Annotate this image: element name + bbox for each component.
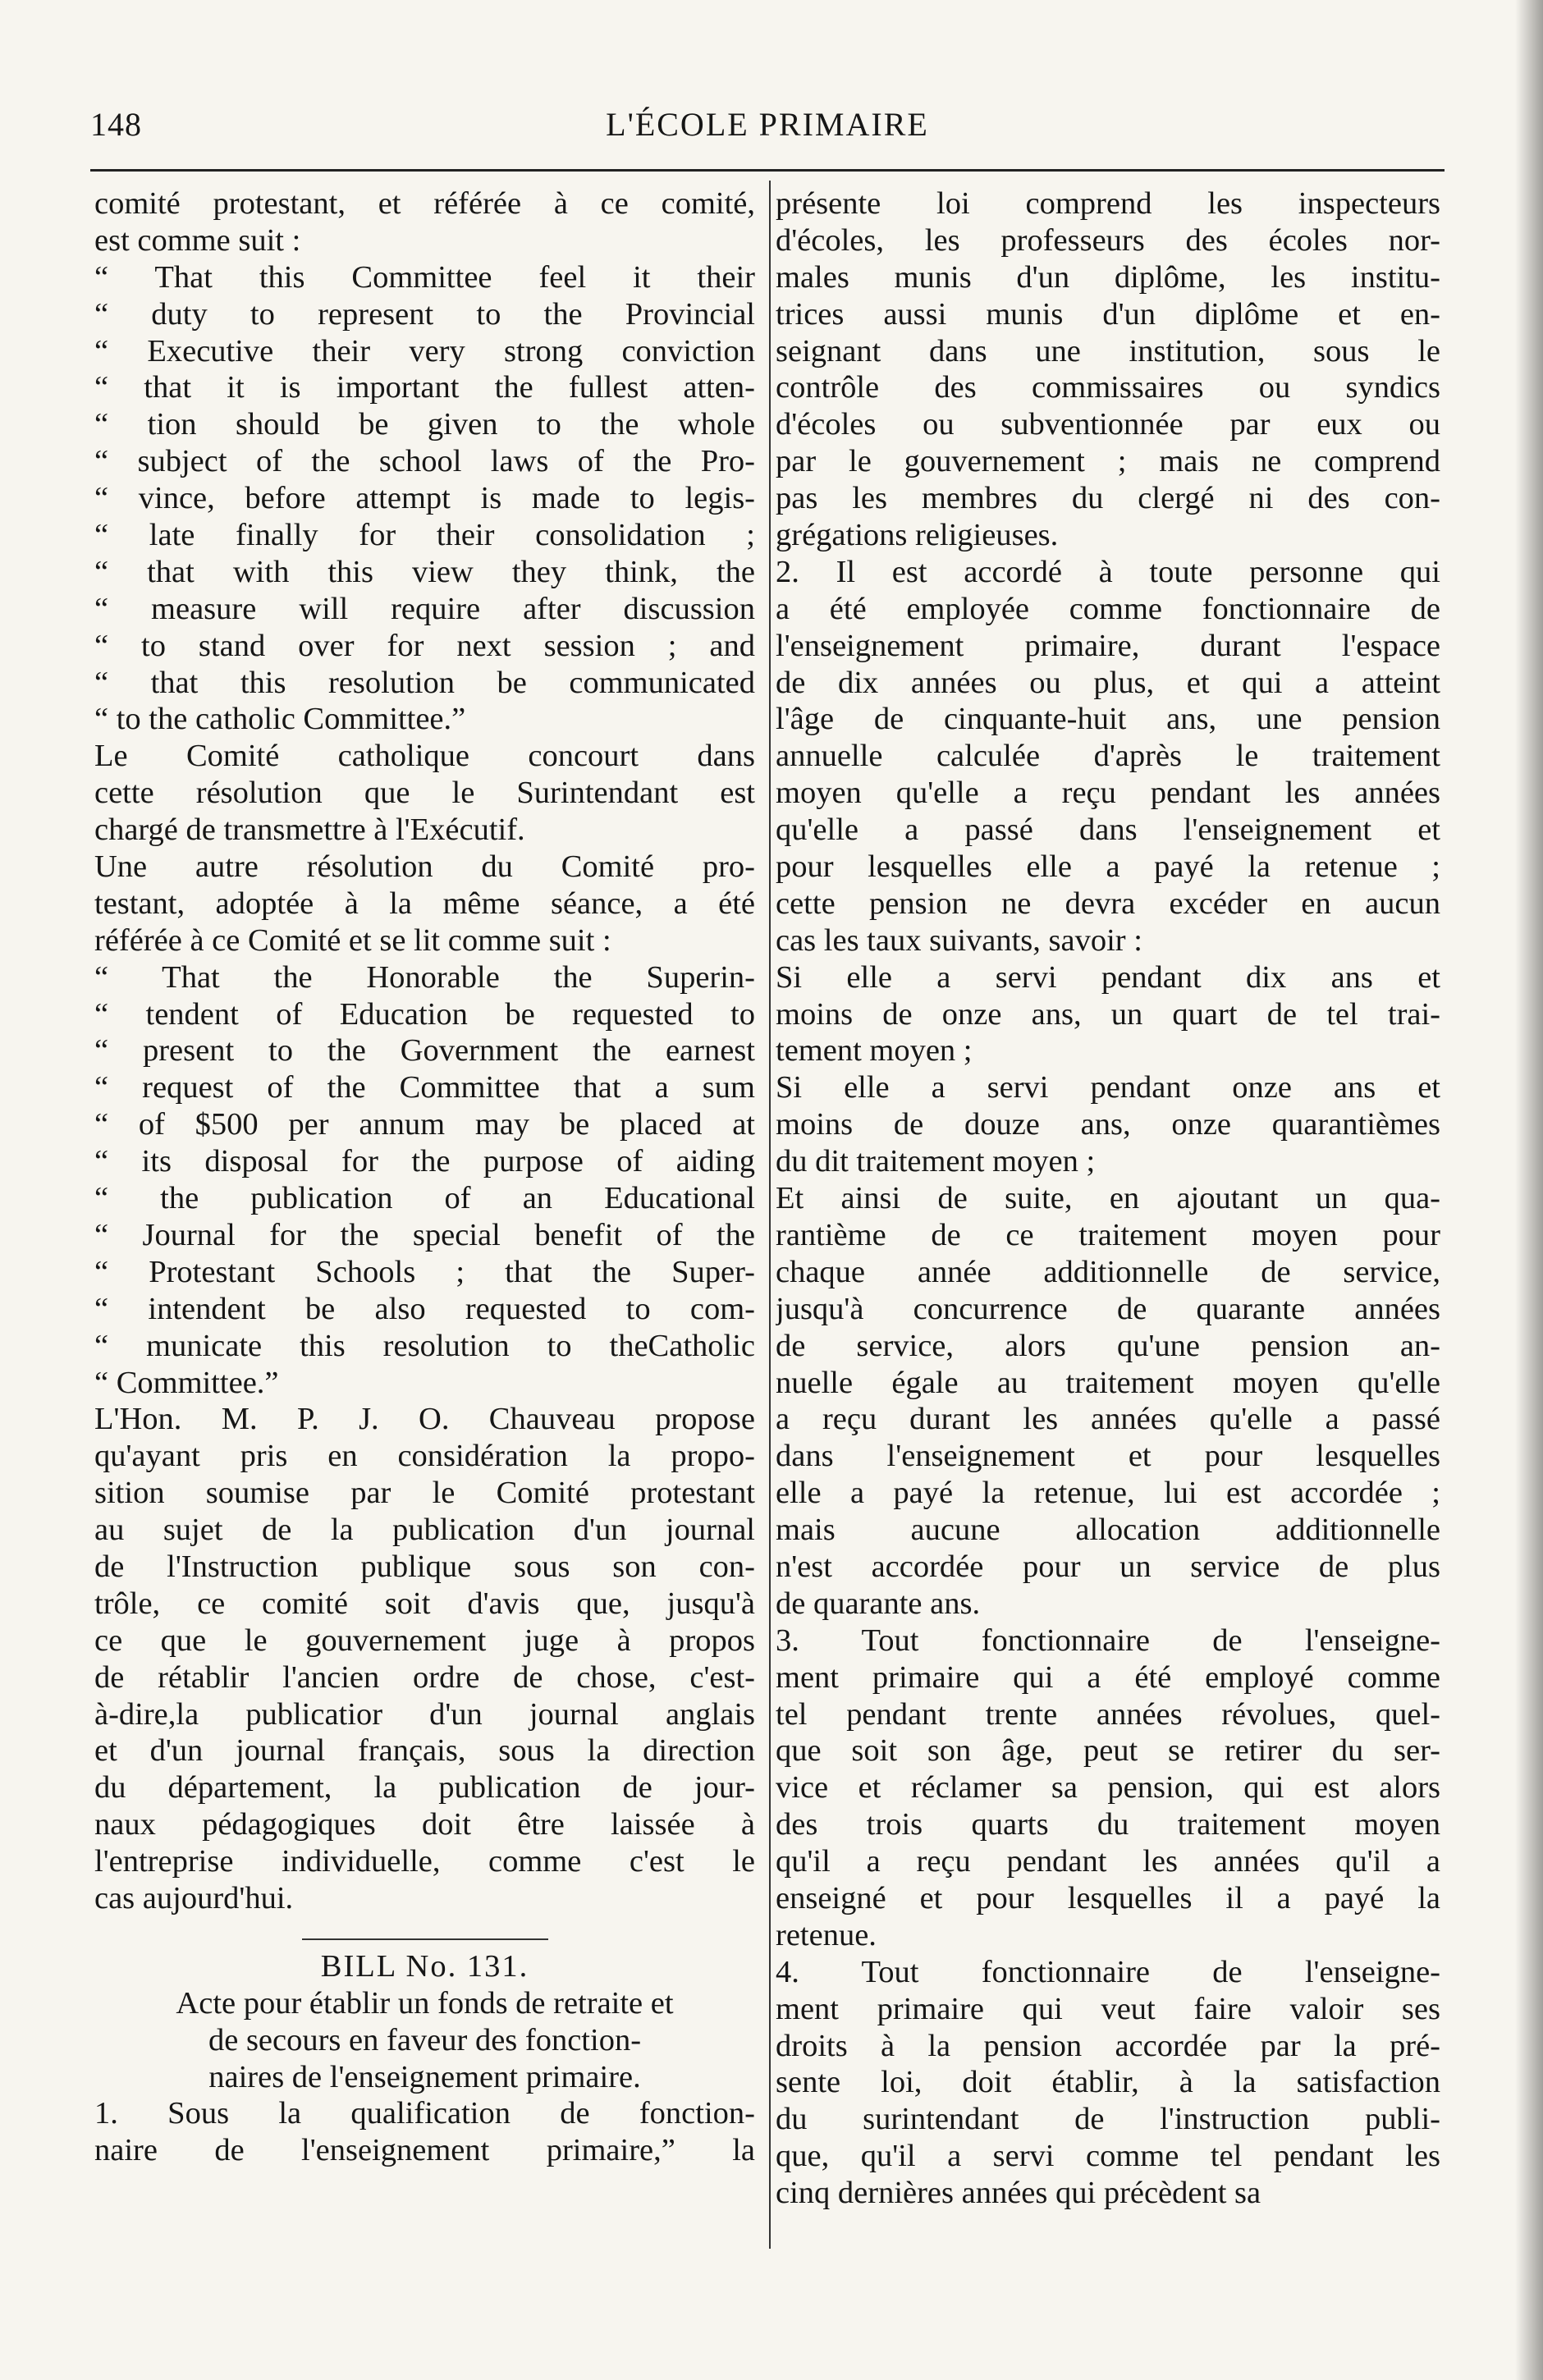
- text-line: 2. Il est accordé à toute personne qui: [776, 554, 1440, 589]
- text-line: Le Comité catholique concourt dans: [94, 739, 755, 774]
- text-line: “ that with this view they think, the: [94, 554, 755, 589]
- text-line: Une autre résolution du Comité pro-: [94, 849, 755, 885]
- text-line: de dix années ou plus, et qui a atteint: [776, 665, 1440, 700]
- text-line: retenue.: [776, 1917, 877, 1952]
- page-header: [90, 105, 1445, 154]
- text-line: “ Journal for the special benefit of the: [94, 1217, 755, 1252]
- text-line: “ that this resolution be communicated: [94, 665, 755, 700]
- text-line: sition soumise par le Comité protestant: [94, 1476, 755, 1511]
- section-separator: [302, 1938, 548, 1940]
- text-line: d'écoles ou subventionnée par eux ou: [776, 407, 1440, 442]
- left-column-text: [94, 185, 755, 1917]
- text-line: 4. Tout fonctionnaire de l'enseigne-: [776, 1954, 1440, 1989]
- text-line: qu'elle a passé dans l'enseignement et: [776, 812, 1440, 848]
- text-line: cas les taux suivants, savoir :: [776, 922, 1142, 958]
- text-line: enseigné et pour lesquelles il a payé la: [776, 1880, 1440, 1915]
- text-line: testant, adoptée à la même séance, a été: [94, 886, 755, 921]
- text-line: “ that it is important the fullest atten-: [94, 370, 755, 405]
- text-line: grégations religieuses.: [776, 518, 1059, 553]
- text-line: elle a payé la retenue, lui est accordée ;: [776, 1476, 1440, 1511]
- text-line: cas aujourd'hui.: [94, 1880, 294, 1915]
- text-line: de quarante ans.: [776, 1586, 981, 1621]
- text-line: pour lesquelles elle a payé la retenue ;: [776, 849, 1440, 885]
- text-line: annuelle calculée d'après le traitement: [776, 739, 1440, 774]
- text-line: sente loi, doit établir, à la satisfaction: [776, 2065, 1440, 2100]
- text-line: naire de l'enseignement primaire,” la: [94, 2133, 755, 2168]
- text-line: vice et réclamer sa pension, qui est alors: [776, 1770, 1440, 1806]
- text-line: pas les membres du clergé ni des con-: [776, 481, 1440, 516]
- text-line: “ Protestant Schools ; that the Super-: [94, 1254, 755, 1289]
- text-line: que soit son âge, peut se retirer du ser-: [776, 1733, 1440, 1769]
- left-column: [94, 185, 755, 2169]
- text-line: seignant dans une institution, sous le: [776, 333, 1440, 368]
- text-line: cinq dernières années qui précèdent sa: [776, 2176, 1261, 2211]
- text-line: moyen qu'elle a reçu pendant les années: [776, 776, 1440, 811]
- text-line: “ municate this resolution to theCatholic: [94, 1328, 755, 1363]
- text-line: “ tendent of Education be requested to: [94, 996, 755, 1032]
- text-line: “ request of the Committee that a sum: [94, 1070, 755, 1105]
- text-line: “ late finally for their consolidation ;: [94, 518, 755, 553]
- text-line: tel pendant trente années révolues, quel-: [776, 1696, 1440, 1732]
- text-line: ment primaire qui veut faire valoir ses: [776, 1991, 1440, 2026]
- text-line: “ Committee.”: [94, 1365, 279, 1400]
- bill-title: BILL No. 131.: [320, 1948, 529, 1984]
- text-line: au sujet de la publication d'un journal: [94, 1513, 755, 1548]
- text-line: jusqu'à concurrence de quarante années: [776, 1291, 1440, 1326]
- text-line: trôle, ce comité soit d'avis que, jusqu'à: [94, 1586, 755, 1621]
- text-line: comité protestant, et référée à ce comité,: [94, 186, 755, 221]
- text-line: “ subject of the school laws of the Pro-: [94, 444, 755, 479]
- text-line: a été employée comme fonctionnaire de: [776, 591, 1440, 626]
- text-line: rantième de ce traitement moyen pour: [776, 1217, 1440, 1252]
- text-line: ment primaire qui a été employé comme: [776, 1659, 1440, 1695]
- text-line: a reçu durant les années qu'elle a passé: [776, 1402, 1440, 1437]
- text-line: chargé de transmettre à l'Exécutif.: [94, 812, 525, 848]
- text-line: Acte pour établir un fonds de retraite et: [176, 1985, 674, 2021]
- running-title: L'ÉCOLE PRIMAIRE: [606, 106, 929, 143]
- text-line: du surintendant de l'instruction publi-: [776, 2102, 1440, 2137]
- text-line: d'écoles, les professeurs des écoles nor-: [776, 222, 1440, 258]
- text-line: “ to the catholic Committee.”: [94, 702, 466, 737]
- text-line: “ its disposal for the purpose of aiding: [94, 1144, 755, 1179]
- text-line: et d'un journal français, sous la direction: [94, 1733, 755, 1769]
- text-line: L'Hon. M. P. J. O. Chauveau propose: [94, 1402, 755, 1437]
- text-line: l'enseignement primaire, durant l'espace: [776, 628, 1440, 663]
- text-line: “ tion should be given to the whole: [94, 407, 755, 442]
- text-line: que, qu'il a servi comme tel pendant les: [776, 2139, 1440, 2174]
- text-line: 3. Tout fonctionnaire de l'enseigne-: [776, 1623, 1440, 1658]
- text-line: référée à ce Comité et se lit comme suit :: [94, 922, 611, 958]
- text-line: “ of $500 per annum may be placed at: [94, 1107, 755, 1142]
- text-line: qu'il a reçu pendant les années qu'il a: [776, 1844, 1440, 1879]
- text-line: moins de onze ans, un quart de tel trai-: [776, 996, 1440, 1032]
- text-line: ce que le gouvernement juge à propos: [94, 1623, 755, 1658]
- text-line: de rétablir l'ancien ordre de chose, c'est-: [94, 1659, 755, 1695]
- text-line: n'est accordée pour un service de plus: [776, 1549, 1440, 1584]
- text-line: cette résolution que le Surintendant est: [94, 776, 755, 811]
- text-line: mais aucune allocation additionnelle: [776, 1513, 1440, 1548]
- right-column: [776, 185, 1440, 2212]
- text-line: males munis d'un diplôme, les institu-: [776, 259, 1440, 295]
- page-number: 148: [90, 106, 142, 143]
- text-line: naires de l'enseignement primaire.: [208, 2059, 641, 2094]
- text-line: est comme suit :: [94, 222, 301, 258]
- text-line: “ present to the Government the earnest: [94, 1033, 755, 1069]
- text-line: chaque année additionnelle de service,: [776, 1254, 1440, 1289]
- text-line: moins de douze ans, onze quarantièmes: [776, 1107, 1440, 1142]
- text-line: “ intendent be also requested to com-: [94, 1291, 755, 1326]
- text-line: “ Executive their very strong conviction: [94, 333, 755, 368]
- bill-subtitle: [94, 1985, 755, 2096]
- text-line: droits à la pension accordée par la pré-: [776, 2028, 1440, 2063]
- text-line: cette pension ne devra excéder en aucun: [776, 886, 1440, 921]
- text-line: Si elle a servi pendant dix ans et: [776, 959, 1440, 995]
- text-line: à-dire,la publicatior d'un journal anglais: [94, 1696, 755, 1732]
- right-column-text: [776, 185, 1440, 2212]
- text-line: “ the publication of an Educational: [94, 1181, 755, 1216]
- bill-text: [94, 2095, 755, 2169]
- text-line: “ vince, before attempt is made to legis-: [94, 481, 755, 516]
- text-line: “ measure will require after discussion: [94, 591, 755, 626]
- text-line: naux pédagogiques doit être laissée à: [94, 1807, 755, 1842]
- text-line: nuelle égale au traitement moyen qu'elle: [776, 1365, 1440, 1400]
- text-line: contrôle des commissaires ou syndics: [776, 370, 1440, 405]
- text-line: tement moyen ;: [776, 1033, 973, 1069]
- header-rule: [90, 169, 1445, 172]
- text-line: l'entreprise individuelle, comme c'est le: [94, 1844, 755, 1879]
- text-line: dans l'enseignement et pour lesquelles: [776, 1439, 1440, 1474]
- text-line: “ That the Honorable the Superin-: [94, 959, 755, 995]
- text-line: du dit traitement moyen ;: [776, 1144, 1096, 1179]
- text-line: de l'Instruction publique sous son con-: [94, 1549, 755, 1584]
- text-line: présente loi comprend les inspecteurs: [776, 186, 1440, 221]
- text-line: “ duty to represent to the Provincial: [94, 296, 755, 332]
- text-line: des trois quarts du traitement moyen: [776, 1807, 1440, 1842]
- text-line: du département, la publication de jour-: [94, 1770, 755, 1806]
- text-line: Si elle a servi pendant onze ans et: [776, 1070, 1440, 1105]
- column-divider: [769, 181, 771, 2249]
- page-edge-shadow: [1515, 0, 1543, 2380]
- text-line: de secours en faveur des fonction-: [208, 2022, 642, 2057]
- text-line: l'âge de cinquante-huit ans, une pension: [776, 702, 1440, 737]
- text-line: qu'ayant pris en considération la propo-: [94, 1439, 755, 1474]
- text-line: 1. Sous la qualification de fonction-: [94, 2096, 755, 2131]
- text-line: “ to stand over for next session ; and: [94, 628, 755, 663]
- text-line: de service, alors qu'une pension an-: [776, 1328, 1440, 1363]
- text-line: “ That this Committee feel it their: [94, 259, 755, 295]
- text-line: Et ainsi de suite, en ajoutant un qua-: [776, 1181, 1440, 1216]
- text-line: par le gouvernement ; mais ne comprend: [776, 444, 1440, 479]
- text-line: trices aussi munis d'un diplôme et en-: [776, 296, 1440, 332]
